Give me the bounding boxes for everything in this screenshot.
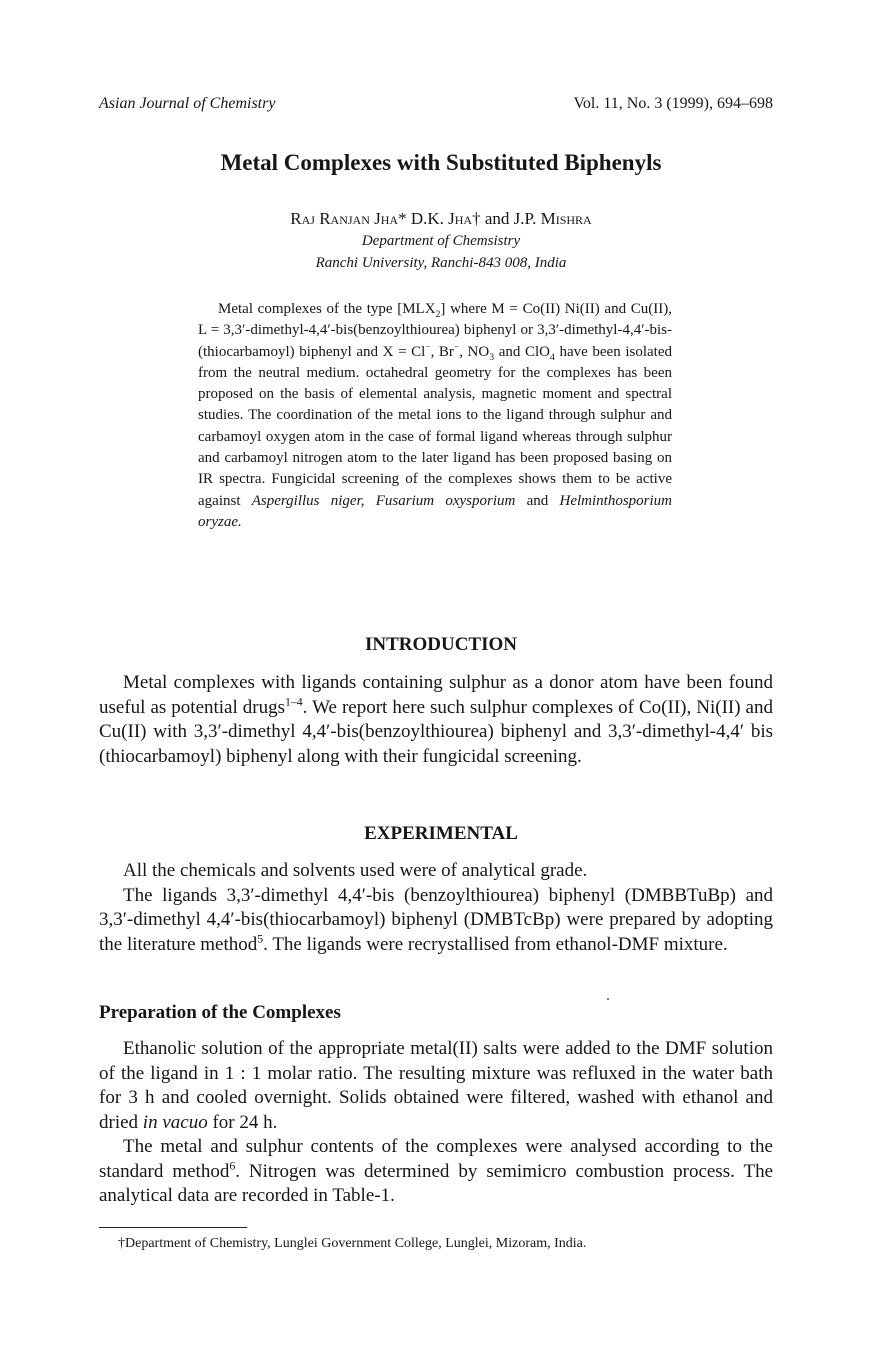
superscript-charge: − — [453, 342, 460, 353]
citation-ref: 6 — [229, 1159, 236, 1173]
subscript: 2 — [435, 309, 441, 320]
author-conjunction: and — [484, 209, 510, 228]
introduction-body — [99, 671, 773, 769]
body-text: Ethanolic solution of the appropriate metal(II) salts were added to the DMF solution of the ligand in 1 : 1 molar ratio. The resulting mixture was refluxed in the water bath for 3 h and cooled overnight. Solids obtained were filtered, washed with ethanol and dried — [99, 1038, 773, 1133]
footnote: †Department of Chemistry, Lunglei Government College, Lunglei, Mizoram, India. — [118, 1236, 587, 1251]
body-text: . The ligands were recrystallised from ethanol-DMF mixture. — [263, 933, 728, 955]
species-name: Fusarium oxysporium — [375, 492, 516, 509]
subscript: 3 — [489, 351, 495, 363]
body-text: for 24 h. — [207, 1111, 278, 1133]
abstract-text: have been isolated from the neutral medium. octahedral geometry for the complexes has been proposed on the basis of elemental analysis, magnetic moment and spectral studies. The coordination of the metal ions to the ligand through sulphur and carbamoyl oxygen atom in the case of formal ligand whereas through sulphur and carbamoyl nitrogen atom to the later ligand has been proposed basing on IR spectra. Fungicidal screening of the complexes shows them to be active against — [198, 343, 672, 509]
body-text: . Nitrogen was determined by semimicro combustion process. The analytical data are recorded in Table-1. — [99, 1160, 774, 1206]
author-list — [0, 209, 882, 229]
abstract-text: , NO — [459, 343, 490, 360]
body-text: The metal and sulphur contents of the complexes were analysed according to the standard method — [99, 1136, 773, 1182]
abstract-text: ] where M = Co(II) Ni(II) and Cu(II), L = 3,3′-dimethyl-4,4′-bis(benzoylthiourea) biphenyl or 3,3′-dimethyl-4,4′-bis-(thiocarbamoyl) biphenyl and X = Cl — [198, 301, 672, 360]
running-header — [99, 95, 773, 117]
citation-ref: 1–4 — [285, 695, 303, 709]
abstract-text: and — [515, 492, 560, 509]
volume-info: Vol. 11, No. 3 (1999), 694–698 — [573, 95, 773, 112]
citation-ref: 5 — [257, 932, 264, 946]
stray-mark — [607, 998, 609, 1000]
affiliation-university: Ranchi University, Ranchi-843 008, India — [315, 255, 567, 271]
footnote-rule — [99, 1227, 247, 1228]
subscript: 4 — [549, 351, 555, 363]
author-2: D.K. Jha† — [410, 209, 481, 228]
author-3: J.P. Mishra — [513, 209, 592, 228]
introduction-heading: INTRODUCTION — [364, 634, 518, 655]
abstract — [198, 299, 672, 533]
superscript-charge: − — [425, 342, 431, 353]
preparation-heading: Preparation of the Complexes — [99, 1002, 341, 1023]
abstract-text: , Br — [430, 343, 454, 360]
experimental-body — [99, 859, 773, 957]
species-name: Helminthosporium oryzae. — [198, 492, 672, 530]
experimental-heading: EXPERIMENTAL — [364, 823, 518, 844]
author-1: Raj Ranjan Jha* — [290, 209, 407, 228]
paper-title: Metal Complexes with Substituted Biphenyls — [220, 150, 662, 175]
body-text: Metal complexes with ligands containing sulphur as a donor atom have been found useful as potential drugs — [99, 672, 773, 718]
body-paragraph: All the chemicals and solvents used were of analytical grade. — [123, 860, 588, 881]
species-name: Aspergillus niger, — [251, 492, 365, 509]
journal-name: Asian Journal of Chemistry — [99, 95, 276, 112]
body-text-italic: in vacuo — [142, 1111, 208, 1133]
affiliation-department: Department of Chemsistry — [361, 233, 521, 249]
body-text: The ligands 3,3′-dimethyl 4,4′-bis (benzoylthiourea) biphenyl (DMBBTuBp) and 3,3′-dimethyl 4,4′-bis(thiocarbamoyl) biphenyl (DMBTcBp) were prepared by adopting the literature method — [99, 884, 773, 955]
abstract-text: and ClO — [494, 343, 550, 360]
body-text: . We report here such sulphur complexes of Co(II), Ni(II) and Cu(II) with 3,3′-dimethyl 4,4′-bis(benzoylthiourea) biphenyl and 3,3′-dimethyl-4,4′ bis (thiocarbamoyl) biphenyl along with their fungicidal screening. — [99, 696, 773, 767]
abstract-text: Metal complexes of the type [MLX — [218, 301, 436, 317]
preparation-body — [99, 1037, 773, 1209]
